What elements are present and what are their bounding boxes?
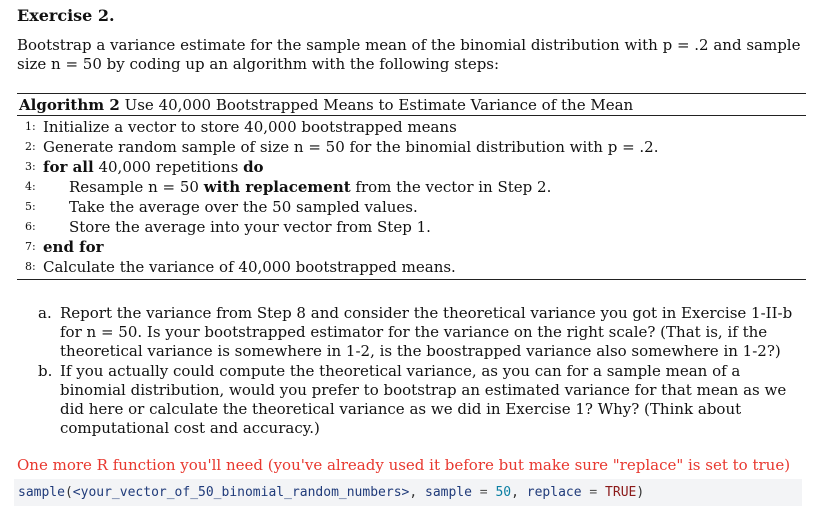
algorithm-line xyxy=(17,237,806,257)
exercise-intro: Bootstrap a variance estimate for the sample mean of the binomial distribution with p = .2 and sample size n = 50 by coding up an algorithm with the following steps: xyxy=(17,36,801,73)
code-size-value: 50 xyxy=(495,485,512,500)
algorithm-line xyxy=(17,117,806,137)
algorithm-heading xyxy=(17,94,806,115)
code-equals: = xyxy=(471,485,496,500)
code-comma: , xyxy=(409,485,425,500)
code-paren-open: ( xyxy=(64,485,73,500)
algorithm-line xyxy=(17,137,806,157)
algorithm-box xyxy=(17,93,806,280)
code-equals: = xyxy=(581,485,606,500)
question-label: b. xyxy=(38,362,53,380)
line-number: 3: xyxy=(25,160,36,173)
line-number: 1: xyxy=(25,120,36,133)
line-number: 2: xyxy=(25,140,36,153)
question-text: Report the variance from Step 8 and consider the theoretical variance you got in Exercise 1-II-b for n = 50. Is your bootstrapped estimator for the variance on the right scale? (That is, if the theoretical variance is somewhere in 1-2, is the boostrapped variance also somewhere in 1-2?) xyxy=(60,304,793,360)
line-text: Take the average over the 50 sampled values. xyxy=(69,198,418,216)
line-text: Generate random sample of size n = 50 for the binomial distribution with p = .2. xyxy=(43,138,659,156)
code-replace-keyword: replace xyxy=(526,485,582,500)
line-number: 5: xyxy=(25,200,36,213)
line-text: Initialize a vector to store 40,000 bootstrapped means xyxy=(43,118,457,136)
algorithm-line xyxy=(17,197,806,217)
line-tail: from the vector in Step 2. xyxy=(350,178,552,196)
algorithm-line xyxy=(17,157,806,177)
algorithm-line xyxy=(17,177,806,197)
code-paren-close: ) xyxy=(636,485,645,500)
algorithm-bottom-rule xyxy=(17,279,806,280)
code-size-keyword: sample xyxy=(425,485,472,500)
algorithm-label: Algorithm 2 xyxy=(19,96,120,114)
algorithm-line xyxy=(17,257,806,277)
line-number: 7: xyxy=(25,240,36,253)
line-number: 4: xyxy=(25,180,36,193)
keyword-for-all: for all xyxy=(43,158,94,176)
question-list xyxy=(38,304,808,439)
question-label: a. xyxy=(38,304,52,322)
line-number: 6: xyxy=(25,220,36,233)
line-text: Store the average into your vector from Step 1. xyxy=(69,218,431,236)
question-text: If you actually could compute the theoretical variance, as you can for a sample mean of a binomial distribution, would you prefer to bootstrap an estimated variance for that mean as we did here or calculate the theoretical variance as we did in Exercise 1? Why? (Think about computational cost and accuracy.) xyxy=(60,362,787,437)
line-text: Resample n = 50 xyxy=(69,178,204,196)
algorithm-lines xyxy=(17,116,806,279)
bold-phrase: with replacement xyxy=(203,178,351,196)
code-argument: <your_vector_of_50_binomial_random_numbers> xyxy=(72,485,410,500)
code-function: sample xyxy=(18,485,65,500)
code-block xyxy=(14,479,802,506)
keyword-end-for: end for xyxy=(43,238,104,256)
exercise-title: Exercise 2. xyxy=(17,6,115,25)
code-comma: , xyxy=(511,485,527,500)
line-number: 8: xyxy=(25,260,36,273)
r-function-note: One more R function you'll need (you've already used it before but make sure "replace" is set to true) xyxy=(17,456,791,474)
question-item xyxy=(38,362,808,438)
question-item xyxy=(38,304,808,361)
algorithm-heading-text: Use 40,000 Bootstrapped Means to Estimate Variance of the Mean xyxy=(124,96,634,114)
algorithm-line xyxy=(17,217,806,237)
keyword-do: do xyxy=(243,158,264,176)
line-text: Calculate the variance of 40,000 bootstrapped means. xyxy=(43,258,456,276)
line-text: 40,000 repetitions xyxy=(93,158,244,176)
code-replace-value: TRUE xyxy=(605,485,637,500)
